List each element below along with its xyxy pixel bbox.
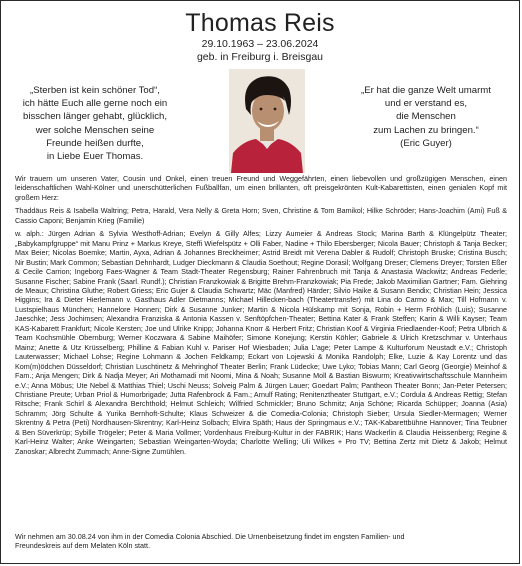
deceased-name: Thomas Reis bbox=[185, 9, 335, 37]
portrait-eye-right bbox=[274, 108, 277, 111]
quote-right-line: (Eric Guyer) bbox=[400, 137, 452, 149]
quote-left-line: ich hätte Euch alle gerne noch ein bbox=[22, 98, 168, 110]
closing-paragraph bbox=[15, 532, 507, 551]
friends-paragraph: w. alph.: Jürgen Adrian & Sylvia Westhoff-Adrian; Evelyn & Gilly Alfes; Lizzy Aumeier & Andreas Stock; Marina Barth & Klüngelpütz Theater; „Babykampfgruppe“ mit Manu Prinz + Markus Kreye, Steffi Wiefelspütz + Olli Faber, Nadine + Thilo Ebersberger; Nicola Bauer; Christoph & Tanja Becker; Max Beier; Nicolas Boemke; Martin, Ayxa, Adrian & Johannes Breckheimer; Astrid Breidt mit Verena Dabler & Rudolf; Christoph Bruske; Cristina Busch; Nir Bustin; Mark Common; Sebastian Dehnhardt, Ludger Dieckmann & Claudia Soethout; Regine Dorasil; Wolfgang Dreser; Clemens Dreyer; Torsten Eßer & Cecile Carrion; Ingeborg Faes-Wagner & Team Stadt-Theater Regensburg; Rainer Fahrenbruch mit Tanja & Anastasia Wackwitz; Andreas Federle; Susanne Fischer; Sabine Frank (Saarl. Rundf.); Christian Franzkowiak & Brigitte Brehm-Franzkowiak; Pia Frede; Jakob Maximilian Gartner; Fam. Giehring de Meaux; Christina Gluthe; Robert Griess; Eric Gujer & Claudia Schwartz; Mäc (Manfred) Härder; Silvio Haike & Susann Bendix; Christian Hein; Jessica Higgins; Ira & Dieter Hierlemann v. Gasthaus Adler Dietmanns; Michael Hillecken-bach (Theatertransfer) mit Lina do Carmo & Max; Till Hofmann v. Lustspielhaus München; Hannelore Honnen; Dirk & Susanne Junker; Martin & Nicola Hülskamp mit Sonja, Robin + Herrn Fröhlich (Luis); Susanne Jaeschke; Jess Jochimsen; Alexandra Franziska & Antonia Kassen v. Senftöpfchen-Theater; Bettina Kater & Frank Steffen; Karin & Willi Kayser; Team KAS-Kabarett Frankfurt; Nicole Kersten; Joe und Ulrike Knipp; Johanna Knorr & Herbert Fritz; Christian Koof & Virginia Friedlaender-Koof; Petra Ulbrich & Team Kochsmühle Obernburg; Werner Koczwara & Sabine Maihöfer; Simone Konejung; Kerstin Köhler; Gabriele & Ulrich Kretzschmar v. Unterhaus Mainz; Anette & Utz Krüsselberg; Philline & Fabian Kuhl v. Pariser Hof Wiesbaden; Julia L'age; Peter Lampe & Kulturforum Neustadt e.V.; Christoph Lauterwasser; Michael Lohse; Regine Lohmann & Jochen Feldkamp; Eckart von Lojewski & Monika Randolph; Elke, Luzie & Kay Lorentz und das Kom(m)ödchen Düsseldorf; Christian Luschtinetz & Mehringhof Theater Berlin; Frank Lüdecke; Uwe Lyko; Tobias Mann; Carl Georg (Georgie) Meinhof & Fam.; Anja Mengen; Dirk & Nadja Meyer; Ari Mothamadi mit Noomi, Mina & Noah; Susanne Moll & Bastian Biswurm; Kreativwirtschaftsschule Mannheim e.V.; Anna Möbus; Ute Nebel & Matthias Thiel; Uschi Neuss; Solveig Palm & Jürgen Lauer; Goedart Palm; Pantheon Theater Bonn; Jan-Peter Petersen; Christiane Preute; Urban Priol & Humorbrigade; Jutta Rafenbrock & Fam.; Arnulf Rating; Renitenztheater Stuttgart, e.V.; Cordula & Andreas Rettig; Stefan Ritsche; Frank Schirl & Alexandra Berchthold; Helmut Schleich; Wilfried Schmickler; Bruno Schmitz; Anja Schöne; Ricarda Schüpper; Joanna (Asia) Schramm; Jörg Schulte & Yurika Bernhoft-Schulte; Klaus Schweizer & die Comedia-Colonia; Christoph Sieber; Ursula Siedler-Mermagen; Werner Skrentny & Petra (Peti) Nordhausen-Skrentny; Karl-Heinz Solbach; Elvira Späth; Haus der Springmaus e.V.; TAK-Kabarettbühne Hannover; Tina Teubner & Ben Süverkrüp; Sybille Trögeler; Peter & Maria Vollmer; Vordenhaus Freiburg-Kultur in der FABRIK; Hans Wackerlin & Claudia Heissenberg; Regine & Karl-Heinz Walter; Anke Weingarten; Sebastian Weingarten-Woyda; Charlotte Welling; Uli Wilkes + Pro TV; Bettina Zertz mit Dietz & Jakob; Helmut Zanoskar; Albrecht Zummach; Anne-Signe Zumühlen. bbox=[15, 229, 507, 456]
quote-right-line: und er verstand es, bbox=[384, 98, 468, 110]
quote-left-line: wer solche Menschen seine bbox=[35, 124, 155, 136]
birthplace: geb. in Freiburg i. Breisgau bbox=[196, 51, 324, 63]
obituary-body bbox=[15, 174, 507, 460]
quote-left bbox=[19, 84, 171, 163]
family-paragraph: Thaddäus Reis & Isabella Waltring; Petra, Harald, Vera Nelly & Greta Horn; Sven, Christine & Tom Bamikol; Hilke Schröder; Hans-Joachim (Ami) Fuß & Cassio Caponi; Benjamin Krieg (Familie) bbox=[15, 206, 507, 225]
portrait-eye-left bbox=[260, 108, 263, 111]
intro-paragraph: Wir trauern um unseren Vater, Cousin und Onkel, einen treuen Freund und Weggefährten, einen liebevollen und großzügigen Menschen, einen leidenschaftlichen Wahl-Kölner und unerschütterlichen Fußballfan, um einen brillanten, oft preisgekrönten Kult-Kabarettisten, einen genialen Kopf mit großem Herz: bbox=[15, 174, 507, 202]
quote-left-line: „Sterben ist kein schöner Tod“, bbox=[30, 85, 160, 96]
quote-left-line: in Liebe Euer Thomas. bbox=[46, 151, 144, 163]
quote-right-line: zum Lachen zu bringen.“ bbox=[373, 124, 479, 136]
portrait-icon bbox=[229, 69, 305, 173]
quote-right-line: „Er hat die ganze Welt umarmt bbox=[361, 85, 491, 96]
closing-line: Freundeskreis auf dem Melaten Köln statt. bbox=[15, 541, 151, 551]
quote-left-line: bisschen länger gehabt, glücklich, bbox=[23, 111, 167, 123]
quote-left-line: Freunde heißen durfte, bbox=[46, 137, 144, 149]
closing-line: Wir nehmen am 30.08.24 von ihm in der Comedia Colonia Abschied. Die Urnenbeisetzung findet im engsten Familien- und bbox=[15, 532, 405, 541]
quote-right bbox=[347, 84, 505, 150]
quote-right-line: die Menschen bbox=[396, 111, 456, 123]
life-dates: 29.10.1963 – 23.06.2024 bbox=[201, 38, 319, 50]
portrait-photo bbox=[229, 69, 305, 173]
